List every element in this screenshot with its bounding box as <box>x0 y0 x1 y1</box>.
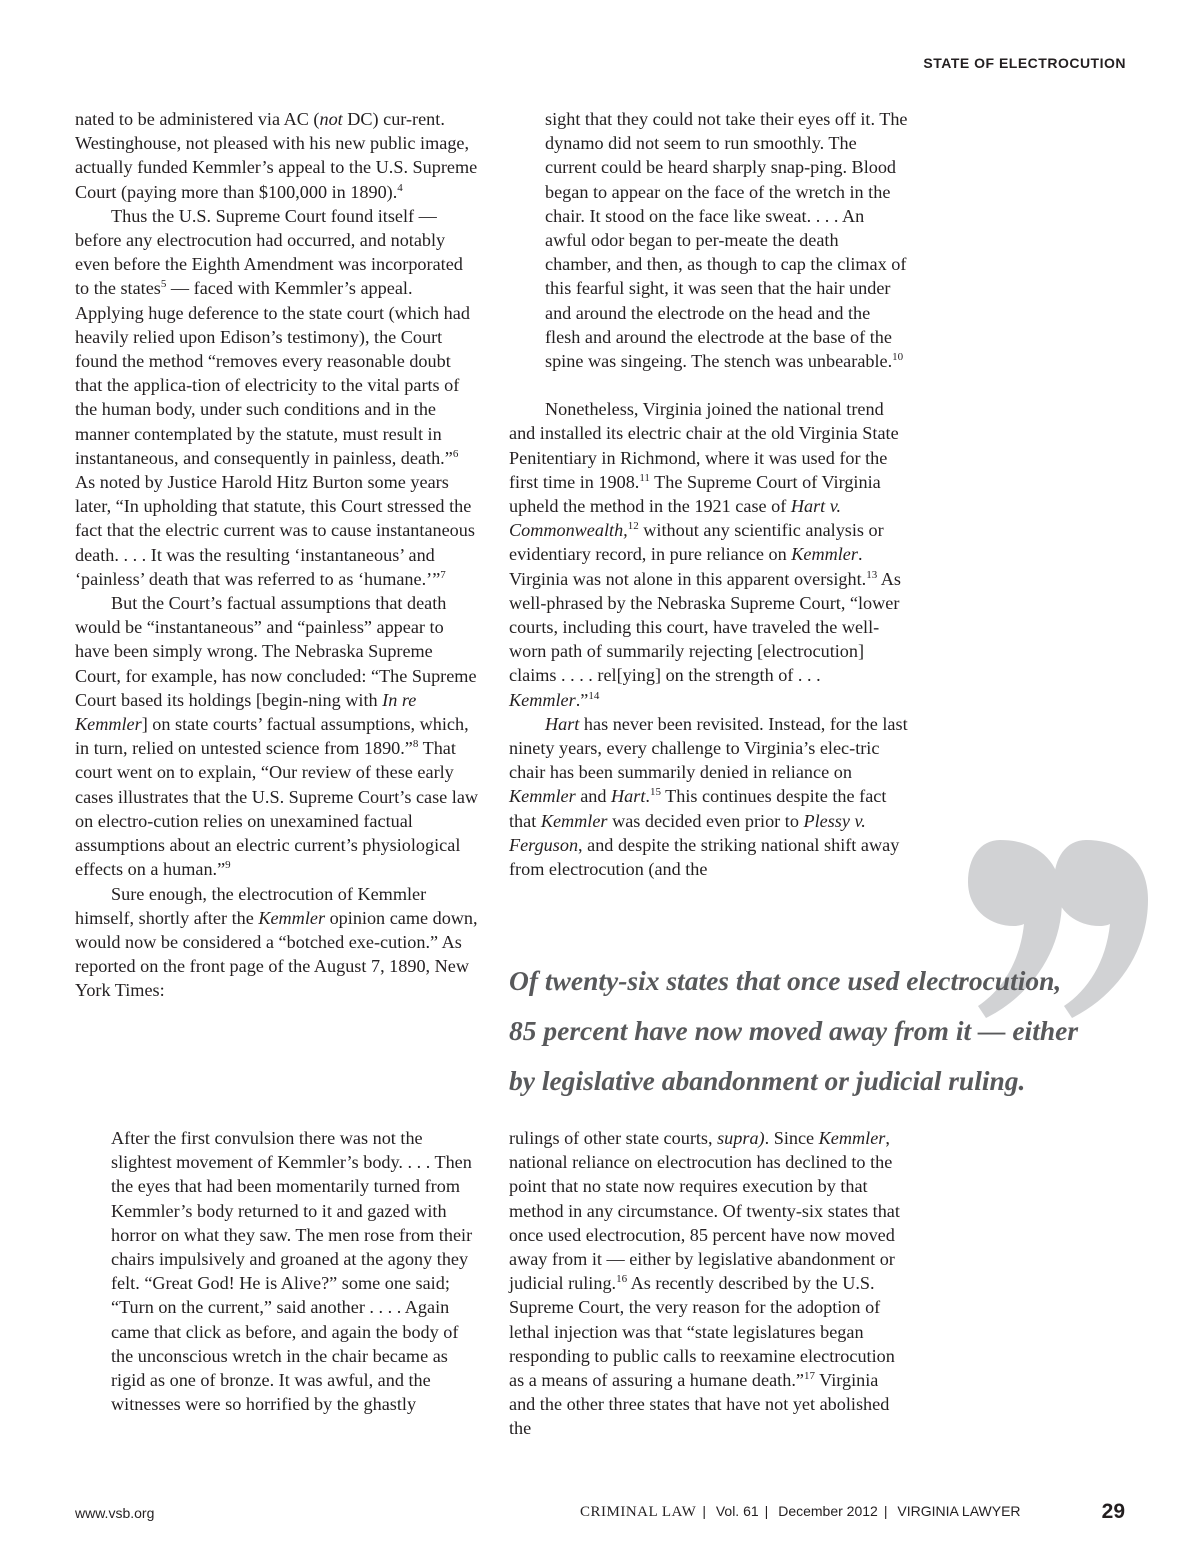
footer-publication-info <box>580 1503 1021 1521</box>
footnote-ref[interactable]: 10 <box>892 351 904 364</box>
footnote-ref[interactable]: 7 <box>440 568 446 581</box>
footer-separator: | <box>764 1503 769 1519</box>
column-right-top <box>509 107 909 881</box>
footer-section: CRIMINAL LAW <box>580 1504 697 1520</box>
footnote-ref[interactable]: 12 <box>627 520 639 533</box>
footnote-ref[interactable]: 13 <box>866 568 878 581</box>
paragraph: Sure enough, the electrocution of Kemmler himself, shortly after the Kemmler opinion came down, would now be considered a “botched exe-cution.” As reported on the front page of the August 7, 1890, New York Times: <box>75 883 478 1001</box>
paragraph: nated to be administered via AC (not DC) cur-rent. Westinghouse, not pleased with his new public image, actually funded Kemmler’s appeal to the U.S. Supreme Court (paying more than $100,000 in 1890).$^4$ <box>75 109 478 202</box>
block-quote: After the first convulsion there was not the slightest movement of Kemmler’s body. . . . Then the eyes that had been momentarily turned from Kemmler’s body returned to it and gazed with horror on what they saw. The men rose from their chairs impulsively and groaned at the agony they felt. “Great God! He is Alive?” some one said; “Turn on the current,” said another . . . . Again came that click as before, and again the body of the unconscious wretch in the chair became as rigid as one of bronze. It was awful, and the witnesses were so horrified by the ghastly <box>111 1128 473 1415</box>
footnote-ref[interactable]: 11 <box>639 471 650 484</box>
running-head: STATE OF ELECTROCUTION <box>923 55 1126 71</box>
footnote-ref[interactable]: 15 <box>649 786 661 799</box>
column-left-top <box>75 107 479 1003</box>
page-number: 29 <box>1101 1500 1125 1523</box>
column-left-bottom <box>75 1126 479 1416</box>
paragraph: But the Court’s factual assumptions that death would be “instantaneous” and “painless” appear to have been simply wrong. The Nebraska Supreme Court, for example, has now concluded: “The Supreme Court based its holdings [begin-ning with In re Kemmler] on state courts’ factual assumptions, which, in turn, relied on untested science from 1890.”$^8$ That court went on to explain, “Our review of these early cases illustrates that the U.S. Supreme Court’s case law on electro-cution relies on unexamined factual assumptions about an electric current’s physiological effects on a human.”$^9$ <box>75 593 479 880</box>
footnote-ref[interactable]: 17 <box>803 1370 815 1383</box>
footer-website-link[interactable]: www.vsb.org <box>75 1505 155 1521</box>
footnote-ref[interactable]: 14 <box>588 689 600 702</box>
block-quote: sight that they could not take their eyes off it. The dynamo did not seem to run smoothly. The current could be heard sharply snap-ping. Blood began to appear on the face of the wretch in the chair. It stood on the face like sweat. . . . An awful odor began to per-meate the death chamber, and then, as though to cap the climax of this fearful sight, it was seen that the hair under and around the electrode on the head and the flesh and around the electrode at the base of the spine was singeing. The stench was unbearable.$^{10}$ <box>545 109 908 372</box>
footnote-ref[interactable]: 16 <box>616 1273 628 1286</box>
footnote-ref[interactable]: 5 <box>160 278 167 291</box>
footnote-ref[interactable]: 8 <box>412 738 419 751</box>
footnote-ref[interactable]: 4 <box>397 181 403 194</box>
footer-date: December 2012 <box>778 1503 878 1519</box>
footer-volume: Vol. 61 <box>715 1503 759 1519</box>
footer-separator: | <box>702 1503 706 1519</box>
footnote-ref[interactable]: 9 <box>225 859 231 872</box>
footer-publication: VIRGINIA LAWYER <box>897 1503 1021 1519</box>
pull-quote-line: 85 percent have now moved away from it — either <box>509 1015 1079 1046</box>
footer-separator: | <box>883 1503 888 1519</box>
paragraph: Nonetheless, Virginia joined the national trend and installed its electric chair at the old Virginia State Penitentiary in Richmond, where it was used for the first time in 1908.11 The Supreme Court of Virginia upheld the method in the 1921 case of Hart v. Commonwealth,$^{12}$ without any scientific analysis or evidentiary record, in pure reliance on Kemmler. Virginia was not alone in this apparent oversight.$^{13}$ As well-phrased by the Nebraska Supreme Court, “lower courts, including this court, have traveled the well-worn path of summarily rejecting [electrocution] claims . . . . rel[ying] on the strength of . . . Kemmler.”$^{14}$ <box>509 399 901 710</box>
pull-quote-line: Of twenty-six states that once used electrocution, <box>509 965 1062 996</box>
column-right-bottom <box>509 1126 909 1441</box>
paragraph: Hart has never been revisited. Instead, for the last ninety years, every challenge to Virginia’s elec-tric chair has been summarily denied in reliance on Kemmler and Hart.$^{15}$ This continues despite the fact that Kemmler was decided even prior to Plessy v. Ferguson, and despite the striking national shift away from electrocution (and the <box>509 713 908 880</box>
pull-quote-line: by legislative abandonment or judicial ruling. <box>509 1065 1026 1096</box>
pull-quote <box>509 956 1109 1106</box>
paragraph: Thus the U.S. Supreme Court found itself — before any electrocution had occurred, and notably even before the Eighth Amendment was incorporated to the states$^5$ — faced with Kemmler’s appeal. Applying huge deference to the state court (which had heavily relied upon Edison’s testimony), the Court found the method “removes every reasonable doubt that the applica-tion of electricity to the vital parts of the human body, under such conditions and in the manner contemplated by the statute, must result in instantaneous, and consequently in painless, death.”$^6$ As noted by Justice Harold Hitz Burton some years later, “In upholding that statute, this Court stressed the fact that the electric current was to cause instantaneous death. . . . It was the resulting ‘instantaneous’ and ‘painless’ death that was referred to as ‘humane.’”$^7$ <box>75 205 475 589</box>
footnote-ref[interactable]: 6 <box>452 447 459 460</box>
paragraph: rulings of other state courts, supra). Since Kemmler, national reliance on electrocution has declined to the point that no state now requires execution by that method in any circumstance. Of twenty-six states that once used electrocution, 85 percent have now moved away from it — either by legislative abandonment or judicial ruling.$^{16}$ As recently described by the U.S. Supreme Court, the very reason for the adoption of lethal injection was that “state legislatures began responding to public calls to reexamine electrocution as a means of assuring a humane death.”$^{17}$ Virginia and the other three states that have not yet abolished the <box>509 1128 900 1439</box>
